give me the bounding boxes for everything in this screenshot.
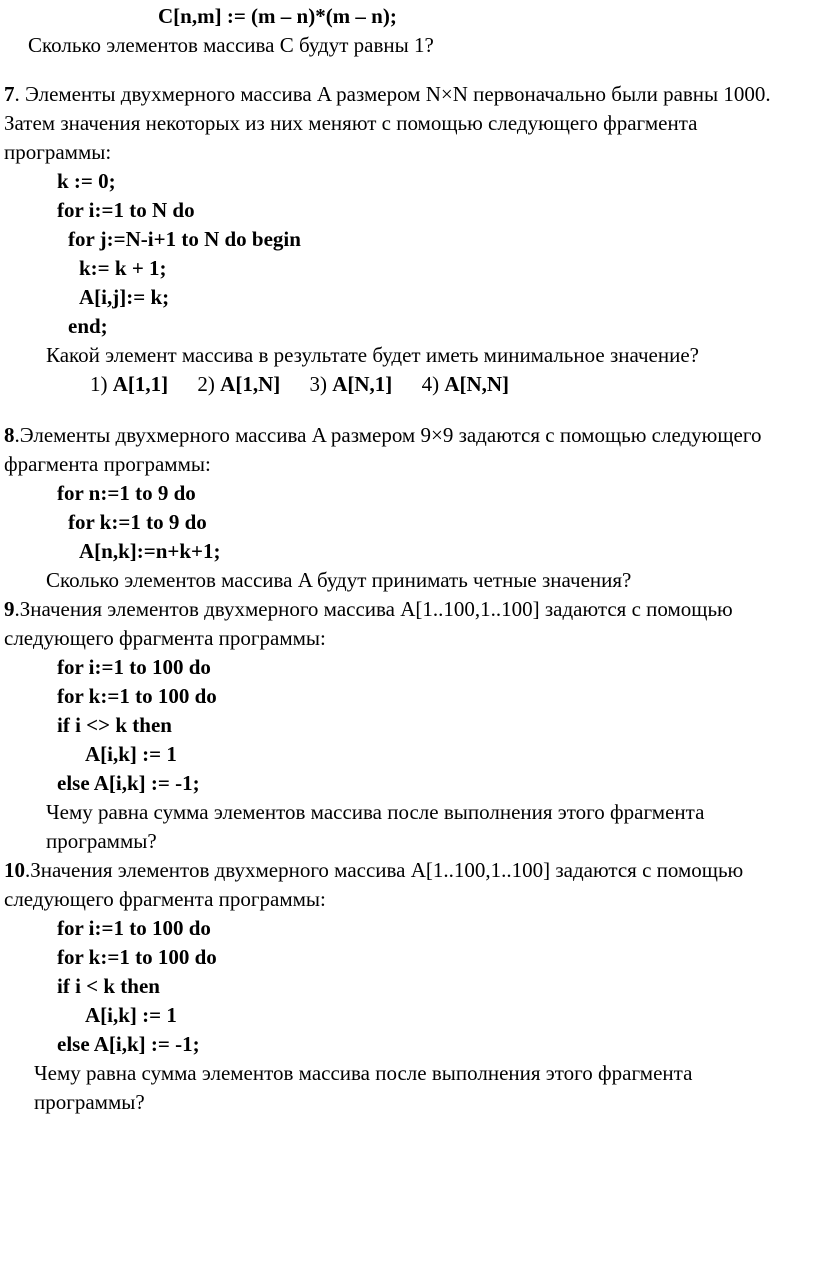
task7-code-line: k:= k + 1; [79,256,167,280]
task10-text-line2: следующего фрагмента программы: [4,887,326,911]
task8-text-line2: фрагмента программы: [4,452,211,476]
task7-code-line: for i:=1 to N do [57,198,195,222]
task7-text-line1-body: . Элементы двухмерного массива A размером N×N первоначально были равны 1000. [14,82,771,106]
task7-option-1 [90,372,168,396]
option-label: 4) [421,372,440,396]
task7-option-4 [422,372,509,396]
task9-code-line: if i <> k then [57,713,172,737]
task10-code-line: A[i,k] := 1 [85,1003,177,1027]
option-label: 2) [197,372,215,396]
task10-code-line: else A[i,k] := -1; [57,1032,200,1056]
task7-code-line: k := 0; [57,169,116,193]
task7-options [90,370,533,399]
task7-option-3 [309,372,392,396]
task8-code-line: for n:=1 to 9 do [57,481,196,505]
task9-number: 9 [4,597,15,621]
task9-text-line1-body: .Значения элементов двухмерного массива A[1..100,1..100] задаются с помощью [14,597,733,621]
task10-number: 10 [4,858,25,882]
task9-question-line2: программы? [46,829,157,853]
task7-code-line: end; [68,314,108,338]
task7-number: 7 [4,82,15,106]
task7-text-line3: программы: [4,140,112,164]
task7-code-line: for j:=N-i+1 to N do begin [68,227,301,251]
task10-question-line1: Чему равна сумма элементов массива после выполнения этого фрагмента [34,1061,693,1085]
task7-option-2 [197,372,280,396]
task10-text-line1-body: .Значения элементов двухмерного массива A[1..100,1..100] задаются с помощью [25,858,744,882]
task9-code-line: else A[i,k] := -1; [57,771,200,795]
task9-question-line1: Чему равна сумма элементов массива после выполнения этого фрагмента [46,800,705,824]
intro-question: Сколько элементов массива C будут равны 1? [28,33,434,57]
task10-text-line1 [4,856,743,885]
option-value: A[1,1] [112,372,169,396]
option-label: 1) [90,372,108,396]
task8-text-line1 [4,421,761,450]
task9-text-line1 [4,595,733,624]
task7-text-line2: Затем значения некоторых из них меняют с помощью следующего фрагмента [4,111,698,135]
task8-code-line: for k:=1 to 9 do [68,510,207,534]
task7-question: Какой элемент массива в результате будет иметь минимальное значение? [46,343,699,367]
task9-code-line: A[i,k] := 1 [85,742,177,766]
option-value: A[1,N] [220,372,281,396]
task9-text-line2: следующего фрагмента программы: [4,626,326,650]
task10-code-line: if i < k then [57,974,160,998]
task8-text-line1-body: .Элементы двухмерного массива A размером 9×9 задаются с помощью следующего [14,423,762,447]
task7-code-line: A[i,j]:= k; [79,285,170,309]
option-label: 3) [309,372,327,396]
task8-number: 8 [4,423,15,447]
intro-code-line: C[n,m] := (m – n)*(m – n); [158,4,397,28]
task10-question-line2: программы? [34,1090,145,1114]
task9-code-line: for k:=1 to 100 do [57,684,217,708]
task8-question: Сколько элементов массива A будут принимать четные значения? [46,568,632,592]
task9-code-line: for i:=1 to 100 do [57,655,211,679]
option-value: A[N,N] [444,372,510,396]
task10-code-line: for k:=1 to 100 do [57,945,217,969]
task7-text-line1 [4,80,771,109]
task8-code-line: A[n,k]:=n+k+1; [79,539,221,563]
task10-code-line: for i:=1 to 100 do [57,916,211,940]
option-value: A[N,1] [332,372,393,396]
